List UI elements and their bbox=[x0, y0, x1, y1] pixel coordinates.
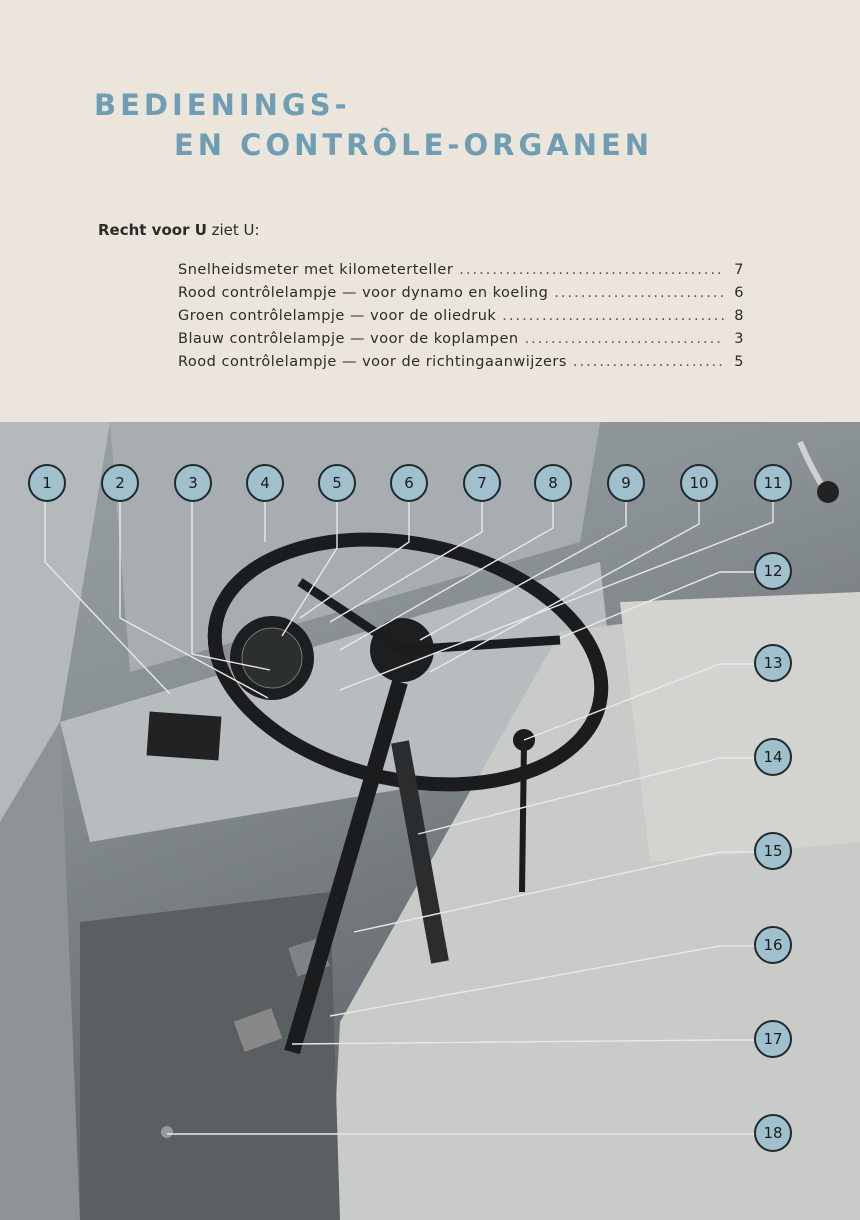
list-item bbox=[178, 262, 744, 285]
control-list bbox=[178, 262, 744, 377]
list-item bbox=[178, 354, 744, 377]
list-item bbox=[178, 331, 744, 354]
callout-5: 5 bbox=[318, 464, 356, 502]
list-item-text: Blauw contrôlelampje — voor de koplampen bbox=[178, 331, 519, 347]
intro-rest: ziet U: bbox=[206, 221, 260, 239]
list-item bbox=[178, 308, 744, 331]
callout-6: 6 bbox=[390, 464, 428, 502]
list-item-page: 7 bbox=[734, 262, 744, 278]
callout-14: 14 bbox=[754, 738, 792, 776]
list-item-page: 6 bbox=[734, 285, 744, 301]
page-title-line1: BEDIENINGS- bbox=[94, 88, 351, 122]
list-item-text: Snelheidsmeter met kilometerteller bbox=[178, 262, 454, 278]
leader-dots bbox=[459, 262, 724, 278]
list-item-page: 5 bbox=[734, 354, 744, 370]
list-item-page: 3 bbox=[734, 331, 744, 347]
text-section bbox=[0, 0, 860, 422]
callout-17: 17 bbox=[754, 1020, 792, 1058]
leader-dots bbox=[502, 308, 724, 324]
cab-interior-photo bbox=[0, 422, 860, 1220]
callout-15: 15 bbox=[754, 832, 792, 870]
list-item-text: Groen contrôlelampje — voor de oliedruk bbox=[178, 308, 497, 324]
cab-illustration bbox=[0, 422, 860, 1220]
callout-7: 7 bbox=[463, 464, 501, 502]
leader-dots bbox=[554, 285, 724, 301]
callout-13: 13 bbox=[754, 644, 792, 682]
callout-9: 9 bbox=[607, 464, 645, 502]
callout-4: 4 bbox=[246, 464, 284, 502]
list-item-text: Rood contrôlelampje — voor de richtingaanwijzers bbox=[178, 354, 567, 370]
list-item-text: Rood contrôlelampje — voor dynamo en koeling bbox=[178, 285, 549, 301]
callout-10: 10 bbox=[680, 464, 718, 502]
callout-8: 8 bbox=[534, 464, 572, 502]
intro-bold: Recht voor U bbox=[98, 221, 207, 239]
callout-1: 1 bbox=[28, 464, 66, 502]
callout-3: 3 bbox=[174, 464, 212, 502]
callout-18: 18 bbox=[754, 1114, 792, 1152]
leader-dots bbox=[525, 331, 724, 347]
callout-16: 16 bbox=[754, 926, 792, 964]
list-item bbox=[178, 285, 744, 308]
callout-12: 12 bbox=[754, 552, 792, 590]
leader-dots bbox=[573, 354, 724, 370]
page-title-line2: EN CONTRÔLE-ORGANEN bbox=[174, 128, 654, 162]
callout-2: 2 bbox=[101, 464, 139, 502]
intro-text bbox=[98, 221, 260, 239]
callout-11: 11 bbox=[754, 464, 792, 502]
list-item-page: 8 bbox=[734, 308, 744, 324]
